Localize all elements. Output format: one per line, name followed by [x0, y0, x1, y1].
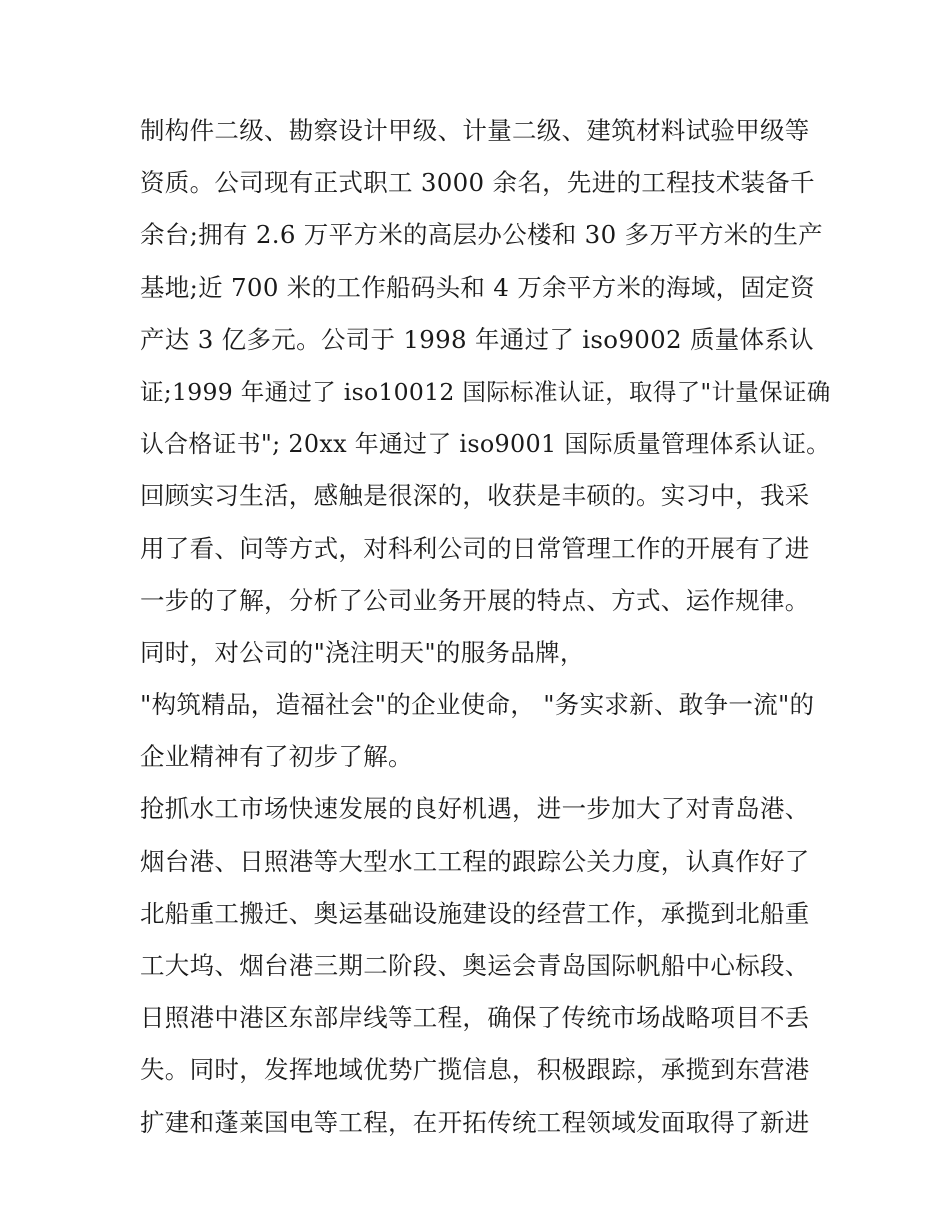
text-line: 制构件二级、勘察设计甲级、计量二级、建筑材料试验甲级等	[140, 116, 810, 145]
text-line: 烟台港、日照港等大型水工工程的跟踪公关力度，认真作好了	[140, 846, 810, 876]
text-line: 一步的了解，分析了公司业务开展的特点、方式、运作规律。	[140, 585, 810, 615]
text-line: 认合格证书"; 20xx 年通过了 iso9001 国际质量管理体系认证。	[140, 430, 831, 459]
text-line: 企业精神有了初步了解。	[140, 742, 413, 772]
text-line: 同时，对公司的"浇注明天"的服务品牌，	[140, 637, 585, 667]
text-line: 工大坞、烟台港三期二阶段、奥运会青岛国际帆船中心标段、	[140, 951, 810, 980]
text-line: 证;1999 年通过了 iso10012 国际标准认证，取得了"计量保证确	[140, 377, 831, 406]
text-line: 产达 3 亿多元。公司于 1998 年通过了 iso9002 质量体系认	[140, 324, 814, 354]
text-line: 用了看、问等方式，对科利公司的日常管理工作的开展有了进	[140, 533, 810, 563]
text-line: 北船重工搬迁、奥运基础设施建设的经营工作，承揽到北船重	[140, 898, 810, 928]
text-line: 扩建和蓬莱国电等工程，在开拓传统工程领域发面取得了新进	[140, 1107, 810, 1137]
text-line: 日照港中港区东部岸线等工程，确保了传统市场战略项目不丢	[140, 1003, 810, 1033]
text-line: 资质。公司现有正式职工 3000 余名，先进的工程技术装备千	[140, 168, 815, 198]
text-line: 余台;拥有 2.6 万平方米的高层办公楼和 30 多万平方米的生产	[140, 220, 823, 250]
text-line: 基地;近 700 米的工作船码头和 4 万余平方米的海域，固定资	[140, 272, 815, 302]
text-line: 抢抓水工市场快速发展的良好机遇，进一步加大了对青岛港、	[140, 794, 810, 824]
text-line: 失。同时，发挥地域优势广揽信息，积极跟踪，承揽到东营港	[140, 1055, 810, 1085]
body-text	[140, 105, 830, 1149]
text-line: 回顾实习生活，感触是很深的，收获是丰硕的。实习中，我采	[140, 481, 810, 511]
text-line: "构筑精品，造福社会"的企业使命， "务实求新、敢争一流"的	[140, 690, 815, 720]
